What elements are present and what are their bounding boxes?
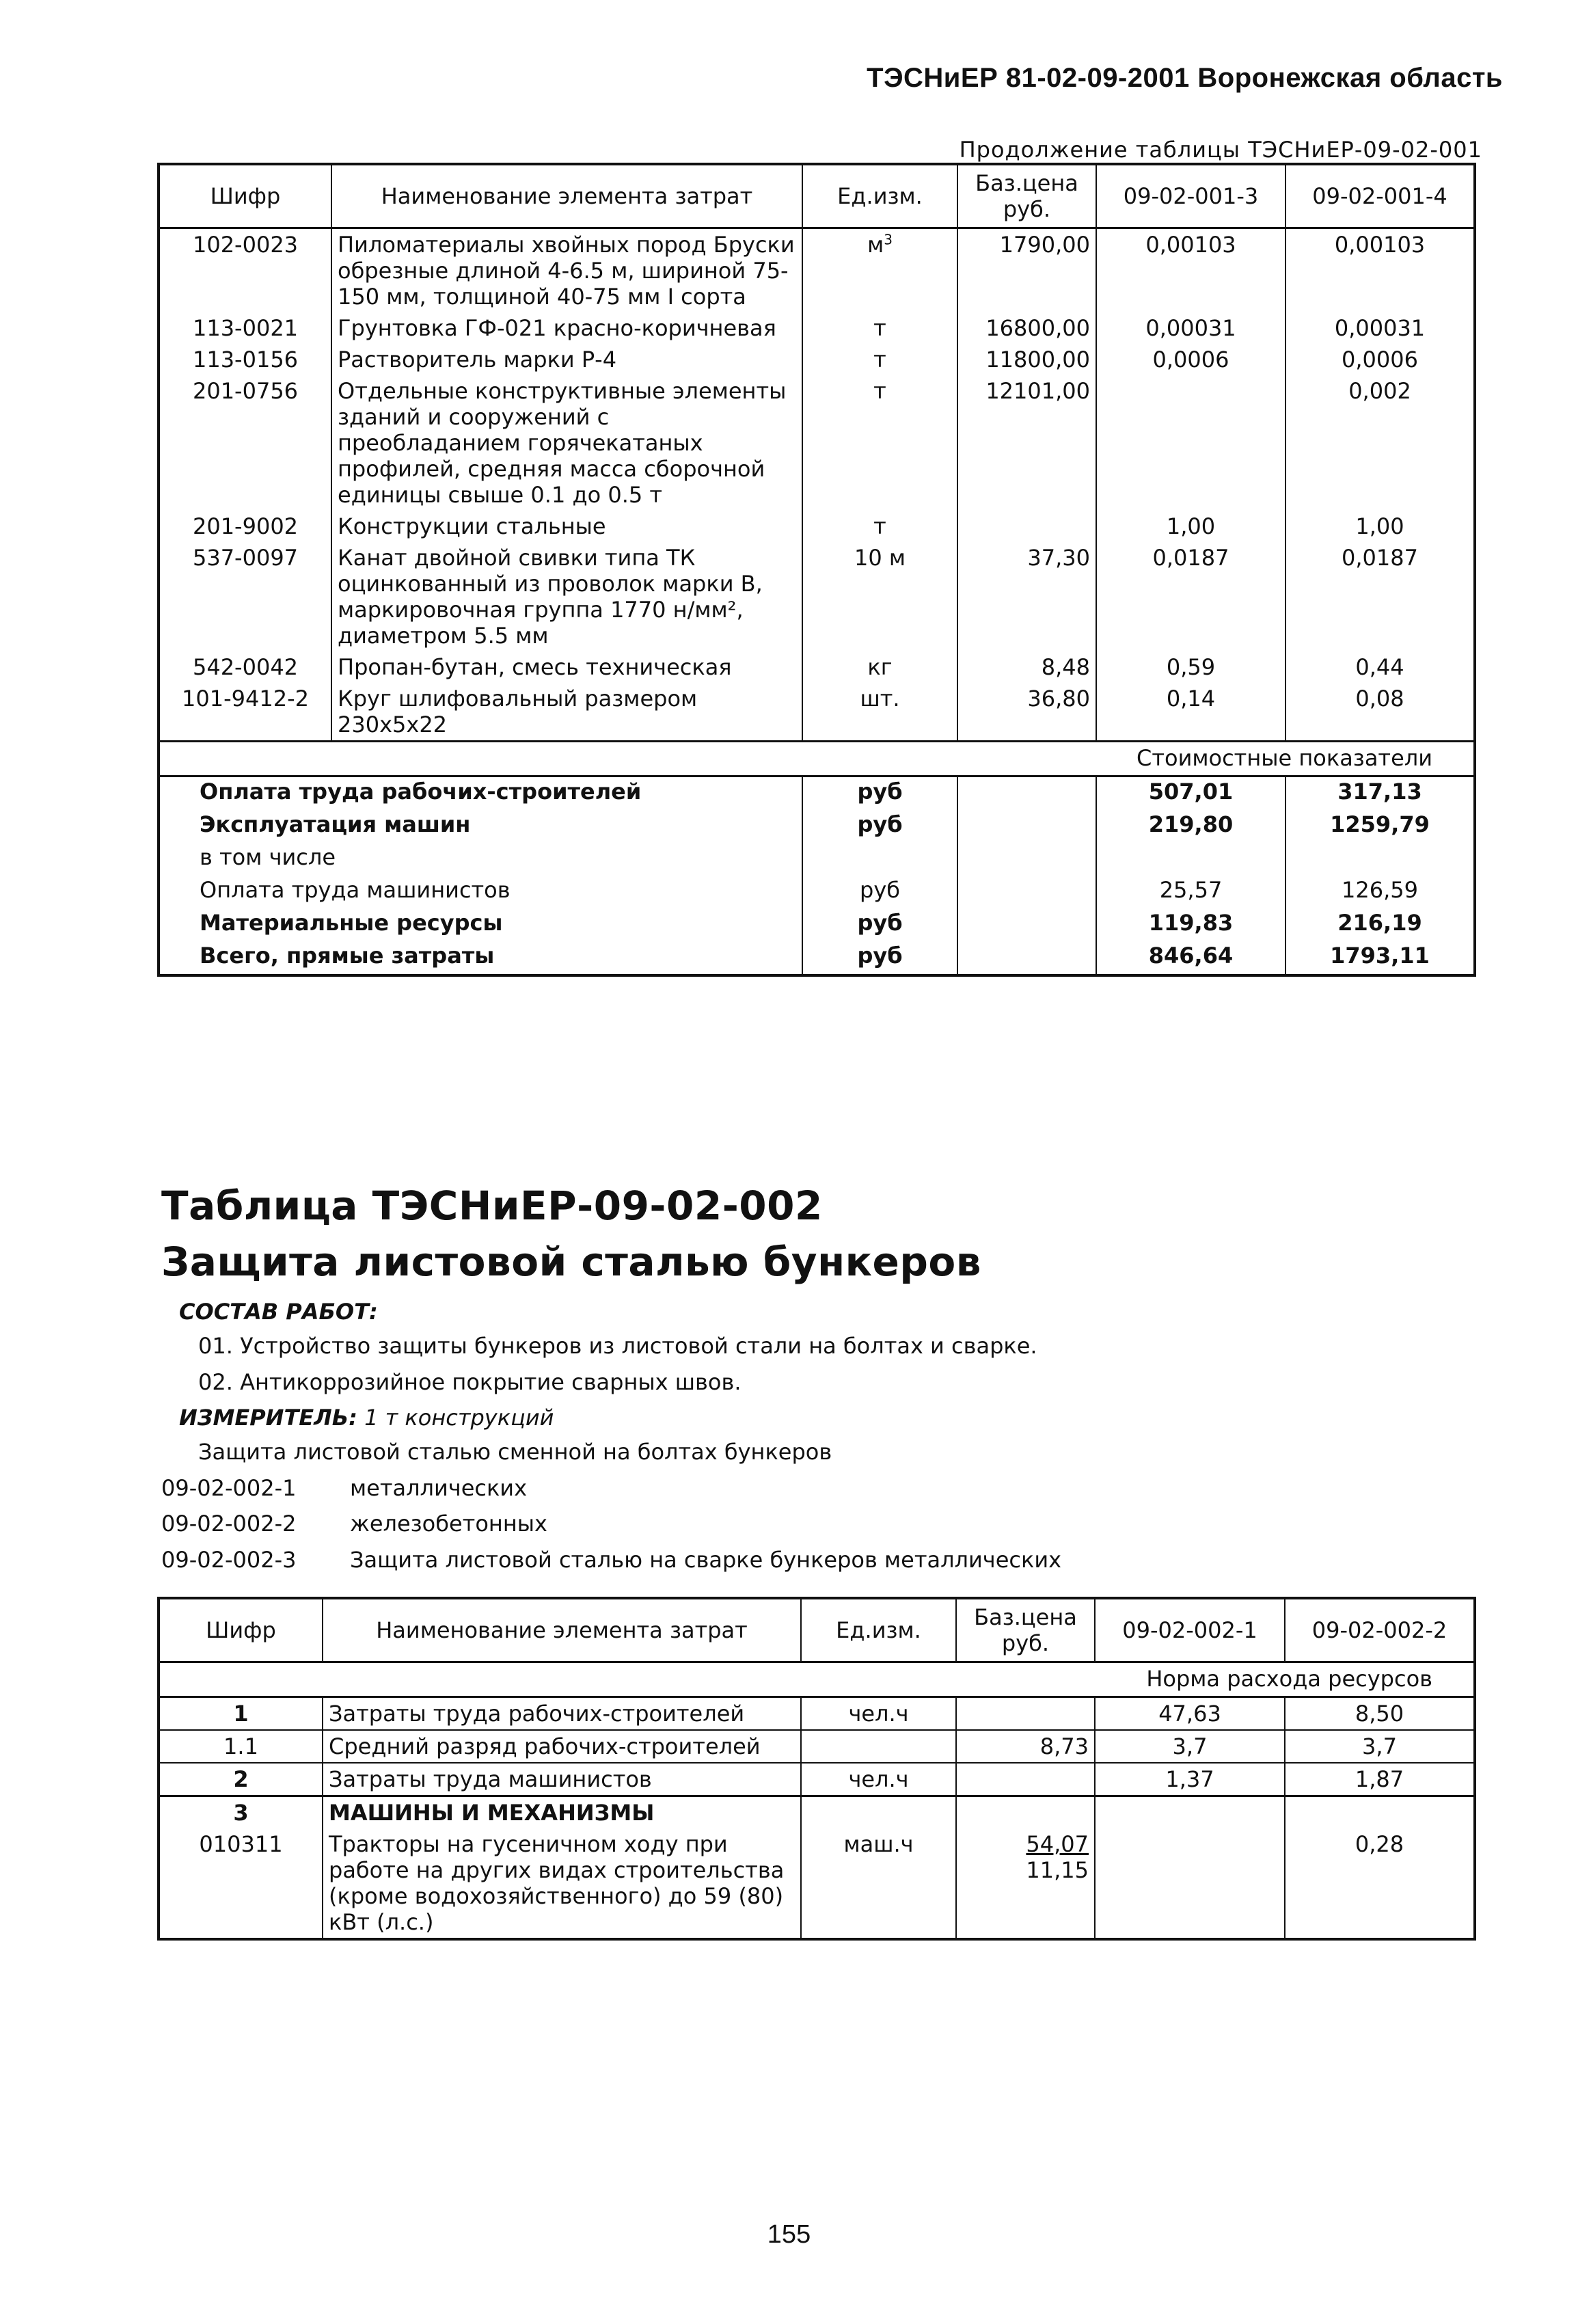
table-row — [159, 1730, 1475, 1763]
header-price: Баз.цена руб. — [957, 164, 1096, 228]
cost-value-2: 1793,11 — [1285, 941, 1475, 975]
cost-value-1 — [1096, 843, 1285, 876]
row-value-1: 3,7 — [1095, 1730, 1285, 1763]
page-number: 155 — [767, 2220, 811, 2249]
row-price — [956, 1697, 1095, 1731]
resource-table-2 — [157, 1597, 1476, 1941]
header-price: Баз.цена руб. — [956, 1598, 1095, 1662]
row-value-2: 1,87 — [1285, 1763, 1475, 1796]
cost-row — [159, 776, 1475, 811]
cost-row — [159, 810, 1475, 843]
cost-unit: руб — [802, 908, 957, 941]
work-item: 02. Антикоррозийное покрытие сварных швов. — [198, 1369, 742, 1395]
row-value-1 — [1096, 375, 1285, 511]
row-value-1: 0,14 — [1096, 683, 1285, 742]
cost-label: Всего, прямые затраты — [159, 941, 802, 975]
row-name: Затраты труда машинистов — [323, 1763, 801, 1796]
cost-label: в том числе — [159, 843, 802, 876]
cost-value-1: 25,57 — [1096, 876, 1285, 908]
row-unit: чел.ч — [801, 1697, 956, 1731]
table-row — [159, 375, 1475, 511]
meter-line — [179, 1405, 554, 1431]
price-numerator: 54,07 — [1026, 1831, 1089, 1857]
header-col1: 09-02-001-3 — [1096, 164, 1285, 228]
row-code: 3 — [159, 1796, 323, 1829]
section-row — [159, 742, 1475, 776]
row-value-1 — [1095, 1828, 1285, 1939]
row-price — [956, 1828, 1095, 1939]
row-value-2: 0,08 — [1285, 683, 1475, 742]
row-value-1: 0,00103 — [1096, 228, 1285, 313]
table-row — [159, 312, 1475, 344]
row-value-2: 0,44 — [1285, 651, 1475, 683]
cost-row — [159, 908, 1475, 941]
cost-price — [957, 908, 1096, 941]
row-value-2: 0,002 — [1285, 375, 1475, 511]
row-code: 2 — [159, 1763, 323, 1796]
row-value-2: 0,0187 — [1285, 542, 1475, 651]
row-price: 11800,00 — [957, 344, 1096, 375]
row-name: Круг шлифовальный размером 230х5х22 — [331, 683, 802, 742]
row-code: 537-0097 — [159, 542, 331, 651]
row-value-2: 0,00103 — [1285, 228, 1475, 313]
row-value-2: 3,7 — [1285, 1730, 1475, 1763]
norm-code: 09-02-002-3 — [161, 1547, 297, 1573]
cost-label: Эксплуатация машин — [159, 810, 802, 843]
row-unit: маш.ч — [801, 1828, 956, 1939]
cost-row — [159, 843, 1475, 876]
header-col2: 09-02-001-4 — [1285, 164, 1475, 228]
cost-label: Оплата труда машинистов — [159, 876, 802, 908]
row-code: 101-9412-2 — [159, 683, 331, 742]
table-header-row — [159, 164, 1475, 228]
row-unit: т — [802, 344, 957, 375]
row-value-1 — [1095, 1796, 1285, 1829]
row-code: 010311 — [159, 1828, 323, 1939]
table-row — [159, 651, 1475, 683]
row-value-2: 0,00031 — [1285, 312, 1475, 344]
cost-label: Материальные ресурсы — [159, 908, 802, 941]
price-denominator: 11,15 — [1026, 1857, 1089, 1883]
table-row — [159, 344, 1475, 375]
row-price: 36,80 — [957, 683, 1096, 742]
cost-unit: руб — [802, 810, 957, 843]
work-item: 01. Устройство защиты бункеров из листовой стали на болтах и сварке. — [198, 1333, 1037, 1359]
row-code: 201-0756 — [159, 375, 331, 511]
header-col2: 09-02-002-2 — [1285, 1598, 1475, 1662]
header-name: Наименование элемента затрат — [331, 164, 802, 228]
row-value-1: 1,00 — [1096, 511, 1285, 542]
row-unit: т — [802, 312, 957, 344]
table-row — [159, 1796, 1475, 1829]
row-value-2: 1,00 — [1285, 511, 1475, 542]
header-code: Шифр — [159, 164, 331, 228]
section-label: Стоимостные показатели — [159, 742, 1475, 776]
row-name: МАШИНЫ И МЕХАНИЗМЫ — [323, 1796, 801, 1829]
row-name: Пропан-бутан, смесь техническая — [331, 651, 802, 683]
cost-value-1: 219,80 — [1096, 810, 1285, 843]
row-value-1: 0,0006 — [1096, 344, 1285, 375]
row-value-1: 47,63 — [1095, 1697, 1285, 1731]
table-row — [159, 1763, 1475, 1796]
row-price: 37,30 — [957, 542, 1096, 651]
row-name: Тракторы на гусеничном ходу при работе на других видах строительства (кроме водохозяйственного) до 59 (80) кВт (л.с.) — [323, 1828, 801, 1939]
row-unit: кг — [802, 651, 957, 683]
table-row — [159, 683, 1475, 742]
row-name: Затраты труда рабочих-строителей — [323, 1697, 801, 1731]
page-header: ТЭСНиЕР 81-02-09-2001 Воронежская область — [867, 63, 1503, 93]
row-name: Растворитель марки Р-4 — [331, 344, 802, 375]
cost-value-2: 1259,79 — [1285, 810, 1475, 843]
cost-price — [957, 941, 1096, 975]
cost-price — [957, 876, 1096, 908]
row-unit: т — [802, 375, 957, 511]
row-value-2: 0,0006 — [1285, 344, 1475, 375]
cost-value-2: 216,19 — [1285, 908, 1475, 941]
norm-text: Защита листовой сталью на сварке бункеров металлических — [350, 1547, 1062, 1573]
table-row — [159, 542, 1475, 651]
cost-row — [159, 876, 1475, 908]
cost-unit — [802, 843, 957, 876]
cost-value-2: 126,59 — [1285, 876, 1475, 908]
table-header-row — [159, 1598, 1475, 1662]
row-name: Канат двойной свивки типа ТК оцинкованный из проволок марки В, маркировочная группа 1770 н/мм², диаметром 5.5 мм — [331, 542, 802, 651]
row-price: 16800,00 — [957, 312, 1096, 344]
row-unit: т — [802, 511, 957, 542]
row-code: 542-0042 — [159, 651, 331, 683]
table-subtitle: Защита листовой сталью бункеров — [161, 1239, 981, 1285]
row-name: Отдельные конструктивные элементы зданий и сооружений с преобладанием горячекатаных профилей, средняя масса сборочной единицы свыше 0.1 до 0.5 т — [331, 375, 802, 511]
row-code: 1.1 — [159, 1730, 323, 1763]
norm-code: 09-02-002-1 — [161, 1475, 297, 1501]
meter-value: 1 т конструкций — [364, 1405, 554, 1431]
row-unit — [801, 1730, 956, 1763]
row-name: Конструкции стальные — [331, 511, 802, 542]
row-value-1: 0,00031 — [1096, 312, 1285, 344]
cost-unit: руб — [802, 876, 957, 908]
row-unit — [801, 1796, 956, 1829]
row-name: Грунтовка ГФ-021 красно-коричневая — [331, 312, 802, 344]
row-value-2 — [1285, 1796, 1475, 1829]
cost-row — [159, 941, 1475, 975]
meter-label: ИЗМЕРИТЕЛЬ: — [179, 1405, 357, 1431]
row-code: 201-9002 — [159, 511, 331, 542]
resource-table-1 — [157, 163, 1476, 977]
row-name: Средний разряд рабочих-строителей — [323, 1730, 801, 1763]
table-continuation-label: Продолжение таблицы ТЭСНиЕР-09-02-001 — [959, 137, 1482, 163]
norm-subhead: Защита листовой сталью сменной на болтах бункеров — [198, 1439, 832, 1465]
cost-value-2: 317,13 — [1285, 776, 1475, 811]
cost-unit: руб — [802, 941, 957, 975]
row-value-1: 0,59 — [1096, 651, 1285, 683]
row-price: 1790,00 — [957, 228, 1096, 313]
row-price: 12101,00 — [957, 375, 1096, 511]
row-price — [956, 1763, 1095, 1796]
norm-text: железобетонных — [350, 1511, 547, 1537]
header-unit: Ед.изм. — [802, 164, 957, 228]
cost-value-1: 846,64 — [1096, 941, 1285, 975]
section-row — [159, 1662, 1475, 1697]
cost-price — [957, 843, 1096, 876]
cost-price — [957, 776, 1096, 811]
row-price: 8,73 — [956, 1730, 1095, 1763]
row-name: Пиломатериалы хвойных пород Бруски обрезные длиной 4-6.5 м, шириной 75-150 мм, толщиной 40-75 мм I сорта — [331, 228, 802, 313]
row-unit: 10 м — [802, 542, 957, 651]
row-value-2: 0,28 — [1285, 1828, 1475, 1939]
row-price — [956, 1796, 1095, 1829]
header-code: Шифр — [159, 1598, 323, 1662]
cost-value-2 — [1285, 843, 1475, 876]
row-code: 1 — [159, 1697, 323, 1731]
header-col1: 09-02-002-1 — [1095, 1598, 1285, 1662]
header-name: Наименование элемента затрат — [323, 1598, 801, 1662]
header-unit: Ед.изм. — [801, 1598, 956, 1662]
table-row — [159, 1697, 1475, 1731]
table-row — [159, 1828, 1475, 1939]
norm-code: 09-02-002-2 — [161, 1511, 297, 1537]
row-unit: $м^3$ — [802, 228, 957, 313]
table-row — [159, 511, 1475, 542]
cost-label: Оплата труда рабочих-строителей — [159, 776, 802, 811]
row-unit: шт. — [802, 683, 957, 742]
section-label: Норма расхода ресурсов — [159, 1662, 1475, 1697]
row-unit: чел.ч — [801, 1763, 956, 1796]
row-code: 102-0023 — [159, 228, 331, 313]
norm-text: металлических — [350, 1475, 528, 1501]
row-code: 113-0156 — [159, 344, 331, 375]
row-value-1: 0,0187 — [1096, 542, 1285, 651]
row-price — [957, 511, 1096, 542]
row-price: 8,48 — [957, 651, 1096, 683]
cost-value-1: 119,83 — [1096, 908, 1285, 941]
cost-price — [957, 810, 1096, 843]
works-label: СОСТАВ РАБОТ: — [179, 1299, 378, 1325]
row-value-2: 8,50 — [1285, 1697, 1475, 1731]
cost-value-1: 507,01 — [1096, 776, 1285, 811]
row-code: 113-0021 — [159, 312, 331, 344]
cost-unit: руб — [802, 776, 957, 811]
row-value-1: 1,37 — [1095, 1763, 1285, 1796]
table-row — [159, 228, 1475, 313]
table-title: Таблица ТЭСНиЕР-09-02-002 — [161, 1183, 823, 1229]
